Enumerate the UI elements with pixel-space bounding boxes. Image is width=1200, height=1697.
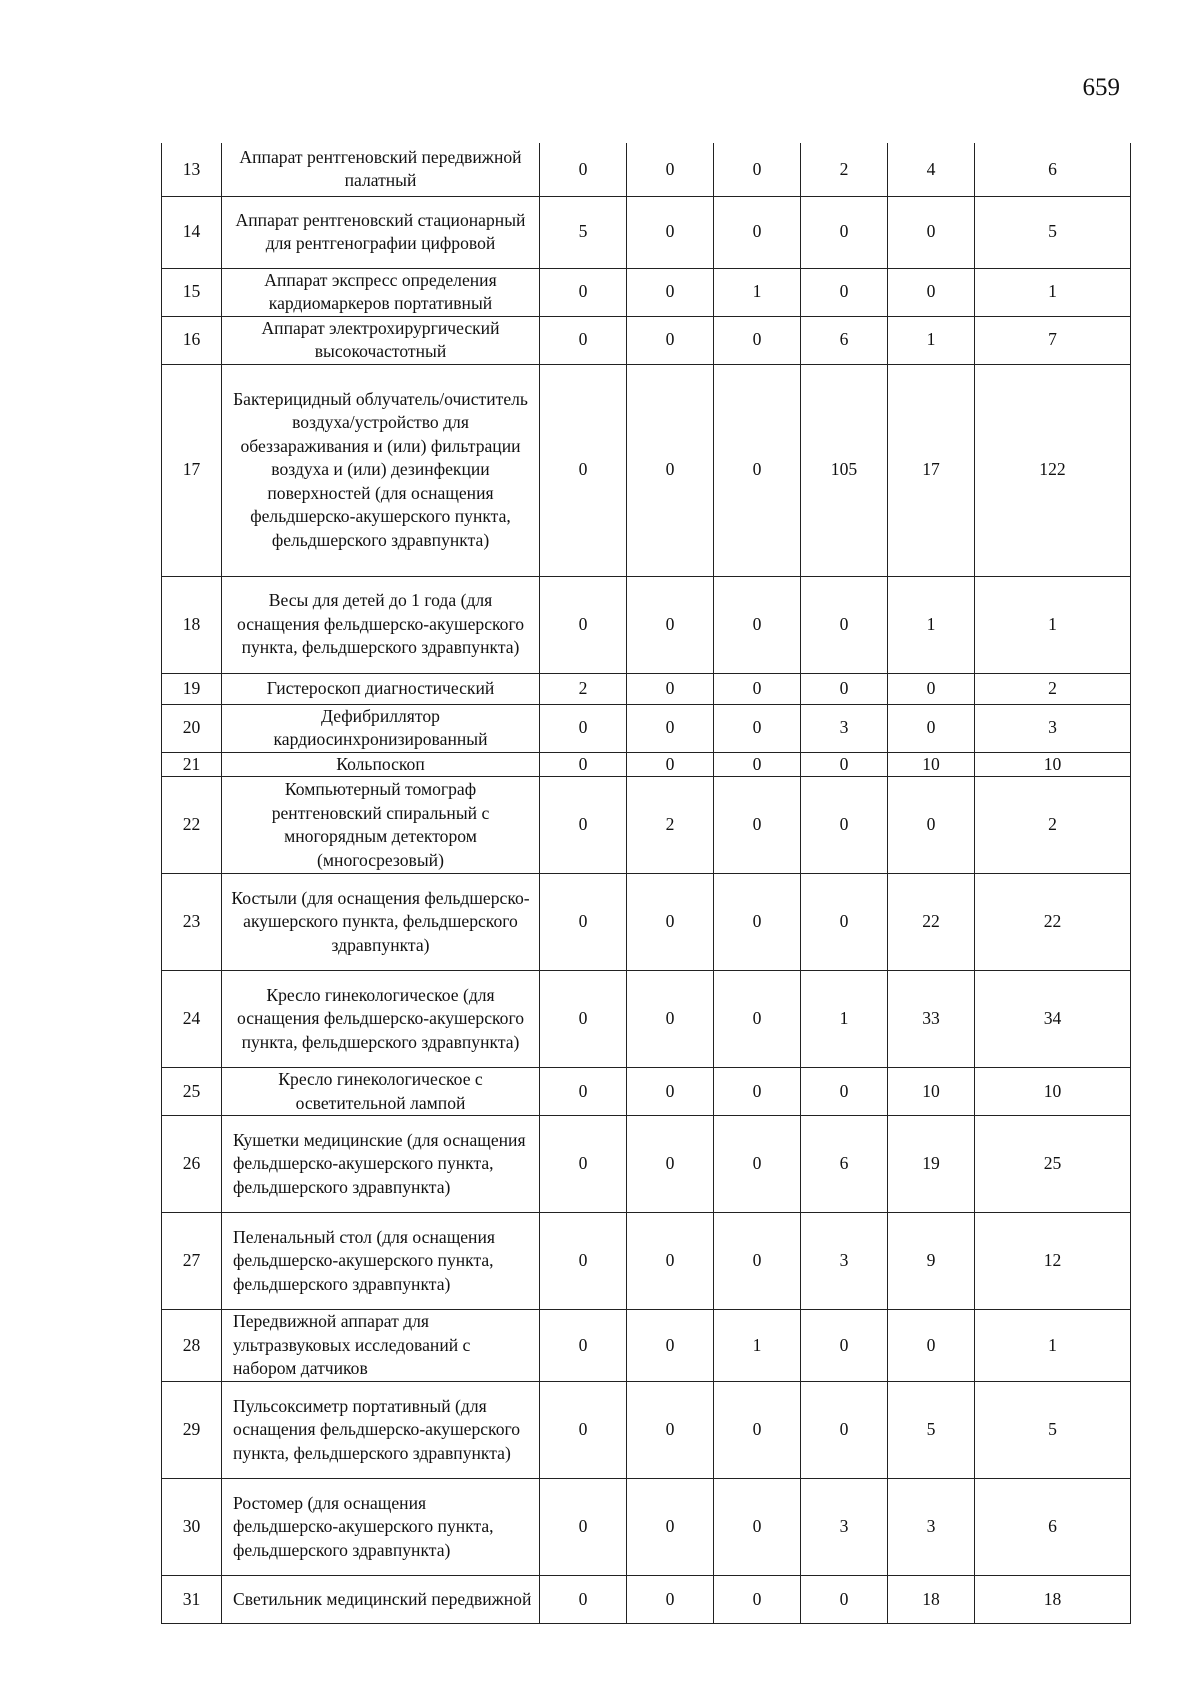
equipment-name: Гистероскоп диагностический [222, 673, 540, 704]
value-cell: 6 [801, 316, 888, 364]
value-cell: 0 [888, 704, 975, 752]
total-cell: 3 [975, 704, 1131, 752]
total-cell: 34 [975, 971, 1131, 1068]
table-row [162, 1382, 1131, 1479]
value-cell: 0 [627, 196, 714, 268]
value-cell: 0 [801, 752, 888, 777]
value-cell: 0 [627, 364, 714, 576]
value-cell: 0 [540, 143, 627, 196]
table-row [162, 576, 1131, 673]
value-cell: 1 [714, 1310, 801, 1382]
value-cell: 0 [714, 1213, 801, 1310]
value-cell: 9 [888, 1213, 975, 1310]
total-cell: 2 [975, 777, 1131, 874]
value-cell: 0 [801, 576, 888, 673]
value-cell: 0 [801, 196, 888, 268]
equipment-name: Кресло гинекологическое с осветительной лампой [222, 1068, 540, 1116]
value-cell: 0 [714, 777, 801, 874]
table-row [162, 196, 1131, 268]
table-row [162, 1213, 1131, 1310]
value-cell: 3 [801, 1479, 888, 1576]
equipment-name: Аппарат экспресс определения кардиомаркеров портативный [222, 268, 540, 316]
row-number: 30 [162, 1479, 222, 1576]
value-cell: 3 [888, 1479, 975, 1576]
total-cell: 7 [975, 316, 1131, 364]
row-number: 24 [162, 971, 222, 1068]
equipment-name: Бактерицидный облучатель/очиститель воздуха/устройство для обеззараживания и (или) фильтрации воздуха и (или) дезинфекции поверхностей (для оснащения фельдшерско-акушерского пункта, фельдшерского здравпункта) [222, 364, 540, 576]
value-cell: 0 [888, 777, 975, 874]
value-cell: 0 [540, 704, 627, 752]
value-cell: 0 [627, 1310, 714, 1382]
value-cell: 0 [888, 1310, 975, 1382]
total-cell: 22 [975, 874, 1131, 971]
value-cell: 0 [714, 874, 801, 971]
value-cell: 0 [801, 874, 888, 971]
value-cell: 5 [888, 1382, 975, 1479]
total-cell: 122 [975, 364, 1131, 576]
row-number: 20 [162, 704, 222, 752]
value-cell: 0 [714, 143, 801, 196]
value-cell: 0 [714, 752, 801, 777]
total-cell: 1 [975, 576, 1131, 673]
table-row [162, 1576, 1131, 1624]
row-number: 22 [162, 777, 222, 874]
value-cell: 0 [714, 971, 801, 1068]
value-cell: 105 [801, 364, 888, 576]
value-cell: 0 [540, 1213, 627, 1310]
value-cell: 0 [801, 1310, 888, 1382]
equipment-name: Кушетки медицинские (для оснащения фельдшерско-акушерского пункта, фельдшерского здравпункта) [222, 1116, 540, 1213]
table-row [162, 268, 1131, 316]
row-number: 27 [162, 1213, 222, 1310]
value-cell: 0 [540, 777, 627, 874]
row-number: 29 [162, 1382, 222, 1479]
row-number: 25 [162, 1068, 222, 1116]
value-cell: 0 [714, 1116, 801, 1213]
value-cell: 0 [540, 1576, 627, 1624]
table-row [162, 752, 1131, 777]
equipment-name: Светильник медицинский передвижной [222, 1576, 540, 1624]
value-cell: 0 [627, 268, 714, 316]
equipment-name: Передвижной аппарат для ультразвуковых исследований с набором датчиков [222, 1310, 540, 1382]
table-row [162, 704, 1131, 752]
value-cell: 10 [888, 1068, 975, 1116]
equipment-name: Пеленальный стол (для оснащения фельдшерско-акушерского пункта, фельдшерского здравпункта) [222, 1213, 540, 1310]
value-cell: 0 [801, 1068, 888, 1116]
equipment-name: Аппарат электрохирургический высокочастотный [222, 316, 540, 364]
value-cell: 0 [627, 1576, 714, 1624]
value-cell: 0 [714, 1479, 801, 1576]
value-cell: 1 [888, 576, 975, 673]
value-cell: 0 [801, 1382, 888, 1479]
equipment-name: Аппарат рентгеновский передвижной палатный [222, 143, 540, 196]
value-cell: 33 [888, 971, 975, 1068]
total-cell: 1 [975, 268, 1131, 316]
value-cell: 0 [714, 673, 801, 704]
value-cell: 2 [540, 673, 627, 704]
total-cell: 18 [975, 1576, 1131, 1624]
value-cell: 17 [888, 364, 975, 576]
value-cell: 0 [714, 1068, 801, 1116]
value-cell: 22 [888, 874, 975, 971]
row-number: 21 [162, 752, 222, 777]
value-cell: 0 [540, 1116, 627, 1213]
total-cell: 6 [975, 143, 1131, 196]
value-cell: 10 [888, 752, 975, 777]
table-row [162, 874, 1131, 971]
row-number: 14 [162, 196, 222, 268]
value-cell: 0 [627, 704, 714, 752]
table-row [162, 1116, 1131, 1213]
row-number: 16 [162, 316, 222, 364]
value-cell: 2 [801, 143, 888, 196]
value-cell: 1 [888, 316, 975, 364]
value-cell: 0 [714, 704, 801, 752]
total-cell: 10 [975, 1068, 1131, 1116]
value-cell: 3 [801, 1213, 888, 1310]
table-row [162, 1068, 1131, 1116]
table-row [162, 777, 1131, 874]
equipment-name: Пульсоксиметр портативный (для оснащения фельдшерско-акушерского пункта, фельдшерского здравпункта) [222, 1382, 540, 1479]
value-cell: 0 [627, 143, 714, 196]
value-cell: 19 [888, 1116, 975, 1213]
value-cell: 0 [714, 316, 801, 364]
table-row [162, 1479, 1131, 1576]
equipment-name: Костыли (для оснащения фельдшерско-акушерского пункта, фельдшерского здравпункта) [222, 874, 540, 971]
value-cell: 1 [714, 268, 801, 316]
value-cell: 0 [540, 1068, 627, 1116]
value-cell: 1 [801, 971, 888, 1068]
equipment-name: Кресло гинекологическое (для оснащения фельдшерско-акушерского пункта, фельдшерского здравпункта) [222, 971, 540, 1068]
value-cell: 0 [627, 1479, 714, 1576]
equipment-name: Дефибриллятор кардиосинхронизированный [222, 704, 540, 752]
value-cell: 0 [627, 576, 714, 673]
value-cell: 0 [714, 1576, 801, 1624]
table-row [162, 971, 1131, 1068]
row-number: 19 [162, 673, 222, 704]
table-row [162, 143, 1131, 196]
value-cell: 0 [888, 196, 975, 268]
value-cell: 0 [888, 268, 975, 316]
row-number: 26 [162, 1116, 222, 1213]
value-cell: 0 [627, 874, 714, 971]
equipment-table [161, 143, 1131, 1624]
total-cell: 1 [975, 1310, 1131, 1382]
value-cell: 0 [627, 316, 714, 364]
equipment-name: Аппарат рентгеновский стационарный для рентгенографии цифровой [222, 196, 540, 268]
value-cell: 2 [627, 777, 714, 874]
row-number: 23 [162, 874, 222, 971]
value-cell: 0 [540, 268, 627, 316]
total-cell: 6 [975, 1479, 1131, 1576]
value-cell: 0 [714, 576, 801, 673]
equipment-name: Кольпоскоп [222, 752, 540, 777]
total-cell: 2 [975, 673, 1131, 704]
equipment-name: Весы для детей до 1 года (для оснащения фельдшерско-акушерского пункта, фельдшерского здравпункта) [222, 576, 540, 673]
table-row [162, 673, 1131, 704]
value-cell: 0 [627, 673, 714, 704]
value-cell: 0 [540, 576, 627, 673]
value-cell: 6 [801, 1116, 888, 1213]
value-cell: 0 [627, 1213, 714, 1310]
table-row [162, 364, 1131, 576]
value-cell: 0 [801, 268, 888, 316]
row-number: 17 [162, 364, 222, 576]
total-cell: 5 [975, 1382, 1131, 1479]
page-number: 659 [1082, 74, 1120, 101]
value-cell: 0 [540, 971, 627, 1068]
value-cell: 0 [627, 1116, 714, 1213]
value-cell: 0 [714, 364, 801, 576]
value-cell: 0 [540, 364, 627, 576]
value-cell: 5 [540, 196, 627, 268]
value-cell: 0 [801, 1576, 888, 1624]
value-cell: 0 [714, 1382, 801, 1479]
row-number: 15 [162, 268, 222, 316]
value-cell: 0 [540, 1479, 627, 1576]
row-number: 18 [162, 576, 222, 673]
value-cell: 0 [540, 752, 627, 777]
total-cell: 25 [975, 1116, 1131, 1213]
value-cell: 0 [627, 971, 714, 1068]
value-cell: 0 [540, 874, 627, 971]
row-number: 31 [162, 1576, 222, 1624]
total-cell: 12 [975, 1213, 1131, 1310]
value-cell: 0 [714, 196, 801, 268]
table-row [162, 316, 1131, 364]
value-cell: 0 [627, 1068, 714, 1116]
row-number: 28 [162, 1310, 222, 1382]
value-cell: 0 [540, 1310, 627, 1382]
equipment-name: Ростомер (для оснащения фельдшерско-акушерского пункта, фельдшерского здравпункта) [222, 1479, 540, 1576]
value-cell: 0 [888, 673, 975, 704]
equipment-name: Компьютерный томограф рентгеновский спиральный с многорядным детектором (многосрезовый) [222, 777, 540, 874]
value-cell: 0 [540, 1382, 627, 1479]
value-cell: 0 [540, 316, 627, 364]
value-cell: 18 [888, 1576, 975, 1624]
total-cell: 5 [975, 196, 1131, 268]
table-row [162, 1310, 1131, 1382]
row-number: 13 [162, 143, 222, 196]
value-cell: 0 [627, 1382, 714, 1479]
value-cell: 3 [801, 704, 888, 752]
value-cell: 0 [627, 752, 714, 777]
total-cell: 10 [975, 752, 1131, 777]
value-cell: 4 [888, 143, 975, 196]
value-cell: 0 [801, 673, 888, 704]
value-cell: 0 [801, 777, 888, 874]
